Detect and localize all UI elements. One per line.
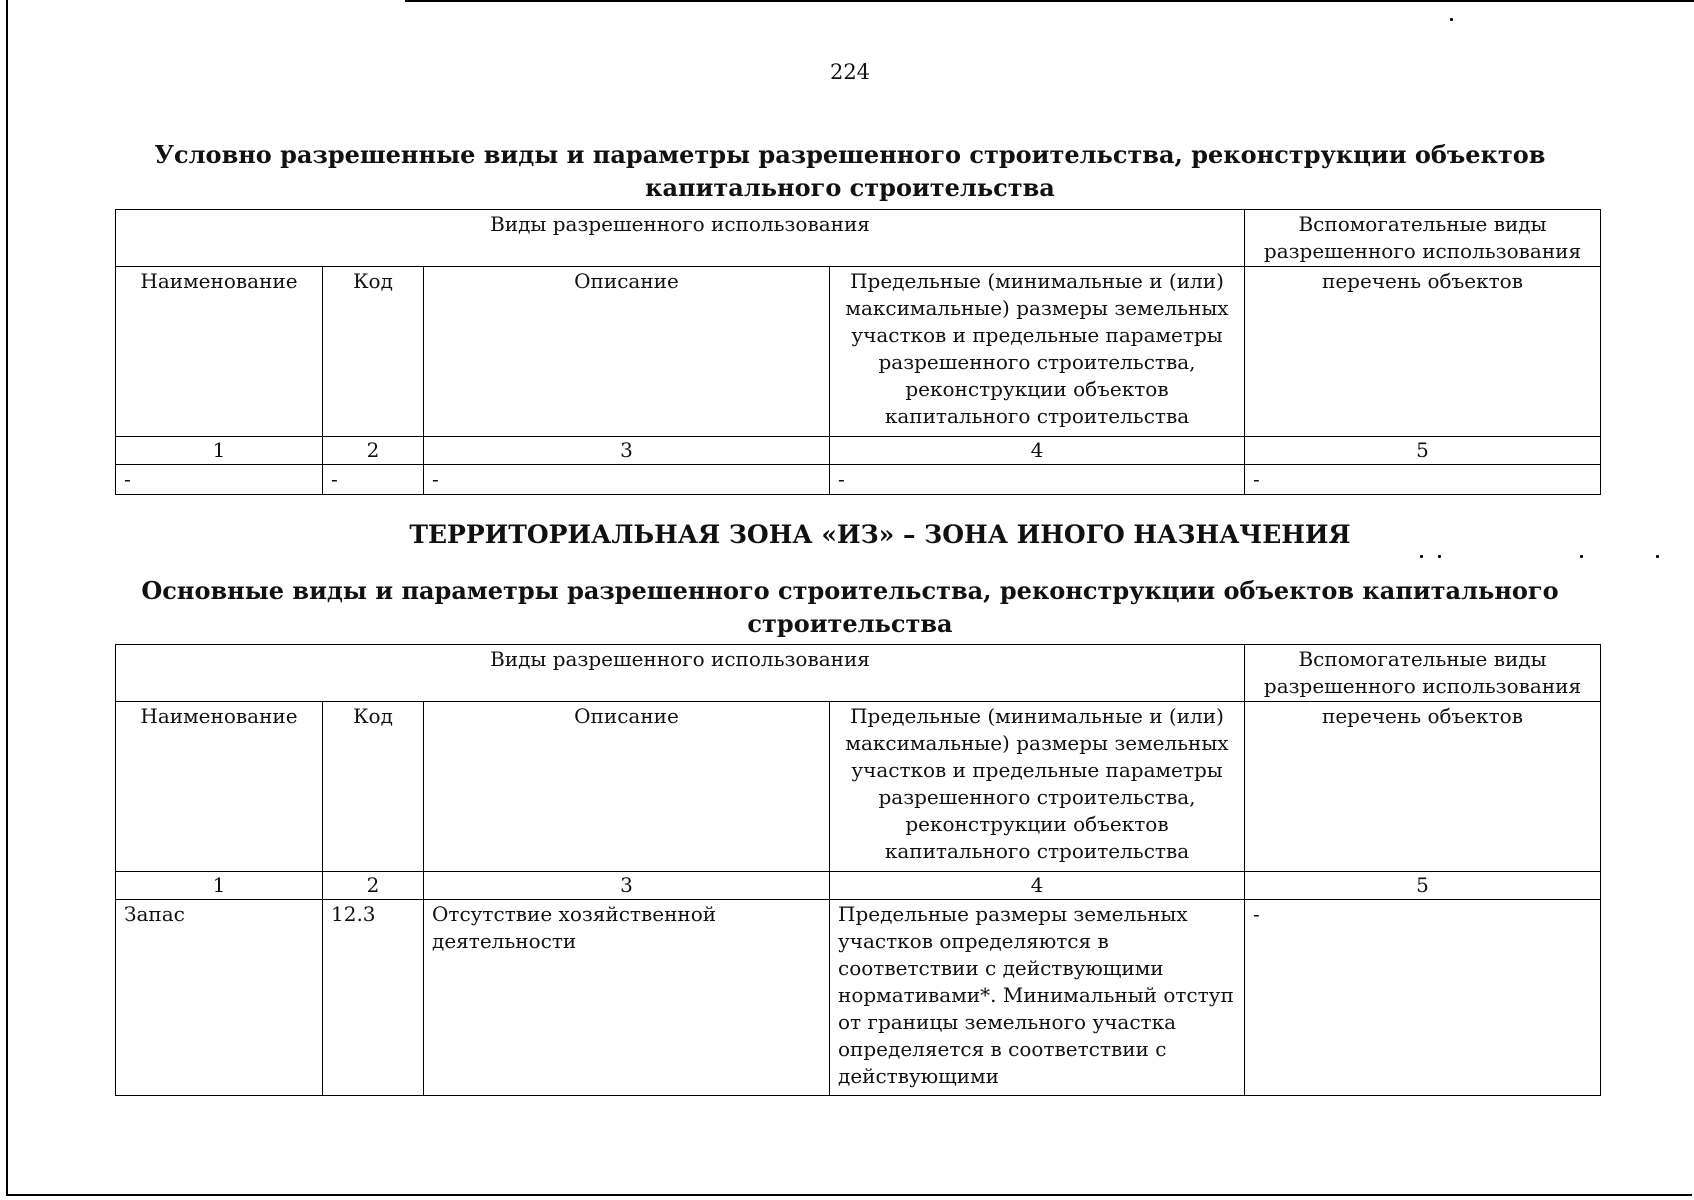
- column-number: 5: [1245, 872, 1601, 900]
- section-title-main: Основные виды и параметры разрешенного строительства, реконструкции объектов капитального строительства: [141, 576, 1559, 638]
- scan-speck: [1656, 555, 1659, 558]
- zone-title: ТЕРРИТОРИАЛЬНАЯ ЗОНА «ИЗ» – ЗОНА ИНОГО НАЗНАЧЕНИЯ: [409, 520, 1351, 549]
- scan-speck: [1450, 18, 1453, 21]
- header-auxiliary-uses: Вспомогательные виды разрешенного использования: [1245, 645, 1601, 702]
- column-number: 2: [323, 872, 424, 900]
- column-header-name: Наименование: [116, 267, 323, 437]
- cell-parameters: -: [830, 465, 1245, 495]
- table-conditional-uses: [115, 209, 1601, 495]
- column-number: 3: [424, 872, 830, 900]
- cell-name: -: [116, 465, 323, 495]
- column-number: 5: [1245, 437, 1601, 465]
- cell-parameters: Предельные размеры земельных участков определяются в соответствии с действующими нормативами*. Минимальный отступ от границы земельного участка определяется в соответствии с действующими: [830, 900, 1245, 1096]
- header-auxiliary-uses: Вспомогательные виды разрешенного использования: [1245, 210, 1601, 267]
- header-uses-group: Виды разрешенного использования: [116, 210, 1245, 267]
- header-uses-group: Виды разрешенного использования: [116, 645, 1245, 702]
- column-header-objects-list: перечень объектов: [1245, 267, 1601, 437]
- cell-objects-list: -: [1245, 900, 1601, 1096]
- column-number: 1: [116, 437, 323, 465]
- column-header-code: Код: [323, 702, 424, 872]
- column-header-description: Описание: [424, 702, 830, 872]
- column-number: 2: [323, 437, 424, 465]
- cell-objects-list: -: [1245, 465, 1601, 495]
- table-main-uses: [115, 644, 1601, 1096]
- scan-top-edge: [405, 0, 1694, 2]
- cell-code: 12.3: [323, 900, 424, 1096]
- column-number: 3: [424, 437, 830, 465]
- column-header-name: Наименование: [116, 702, 323, 872]
- column-number: 4: [830, 437, 1245, 465]
- scan-speck: [1438, 555, 1441, 558]
- column-header-description: Описание: [424, 267, 830, 437]
- section-title-conditional: Условно разрешенные виды и параметры разрешенного строительства, реконструкции объектов капитального строительства: [154, 140, 1546, 202]
- column-header-parameters: Предельные (минимальные и (или) максимальные) размеры земельных участков и предельные параметры разрешенного строительства, реконструкции объектов капитального строительства: [830, 702, 1245, 872]
- table-row: [116, 465, 1601, 495]
- cell-description: Отсутствие хозяйственной деятельности: [424, 900, 830, 1096]
- cell-code: -: [323, 465, 424, 495]
- table-row: [116, 900, 1601, 1096]
- column-header-parameters: Предельные (минимальные и (или) максимальные) размеры земельных участков и предельные параметры разрешенного строительства, реконструкции объектов капитального строительства: [830, 267, 1245, 437]
- column-number: 4: [830, 872, 1245, 900]
- column-number: 1: [116, 872, 323, 900]
- page-number: 224: [829, 60, 871, 84]
- scan-speck: [1580, 555, 1583, 558]
- column-header-code: Код: [323, 267, 424, 437]
- cell-description: -: [424, 465, 830, 495]
- cell-name: Запас: [116, 900, 323, 1096]
- scan-speck: [1420, 555, 1423, 558]
- column-header-objects-list: перечень объектов: [1245, 702, 1601, 872]
